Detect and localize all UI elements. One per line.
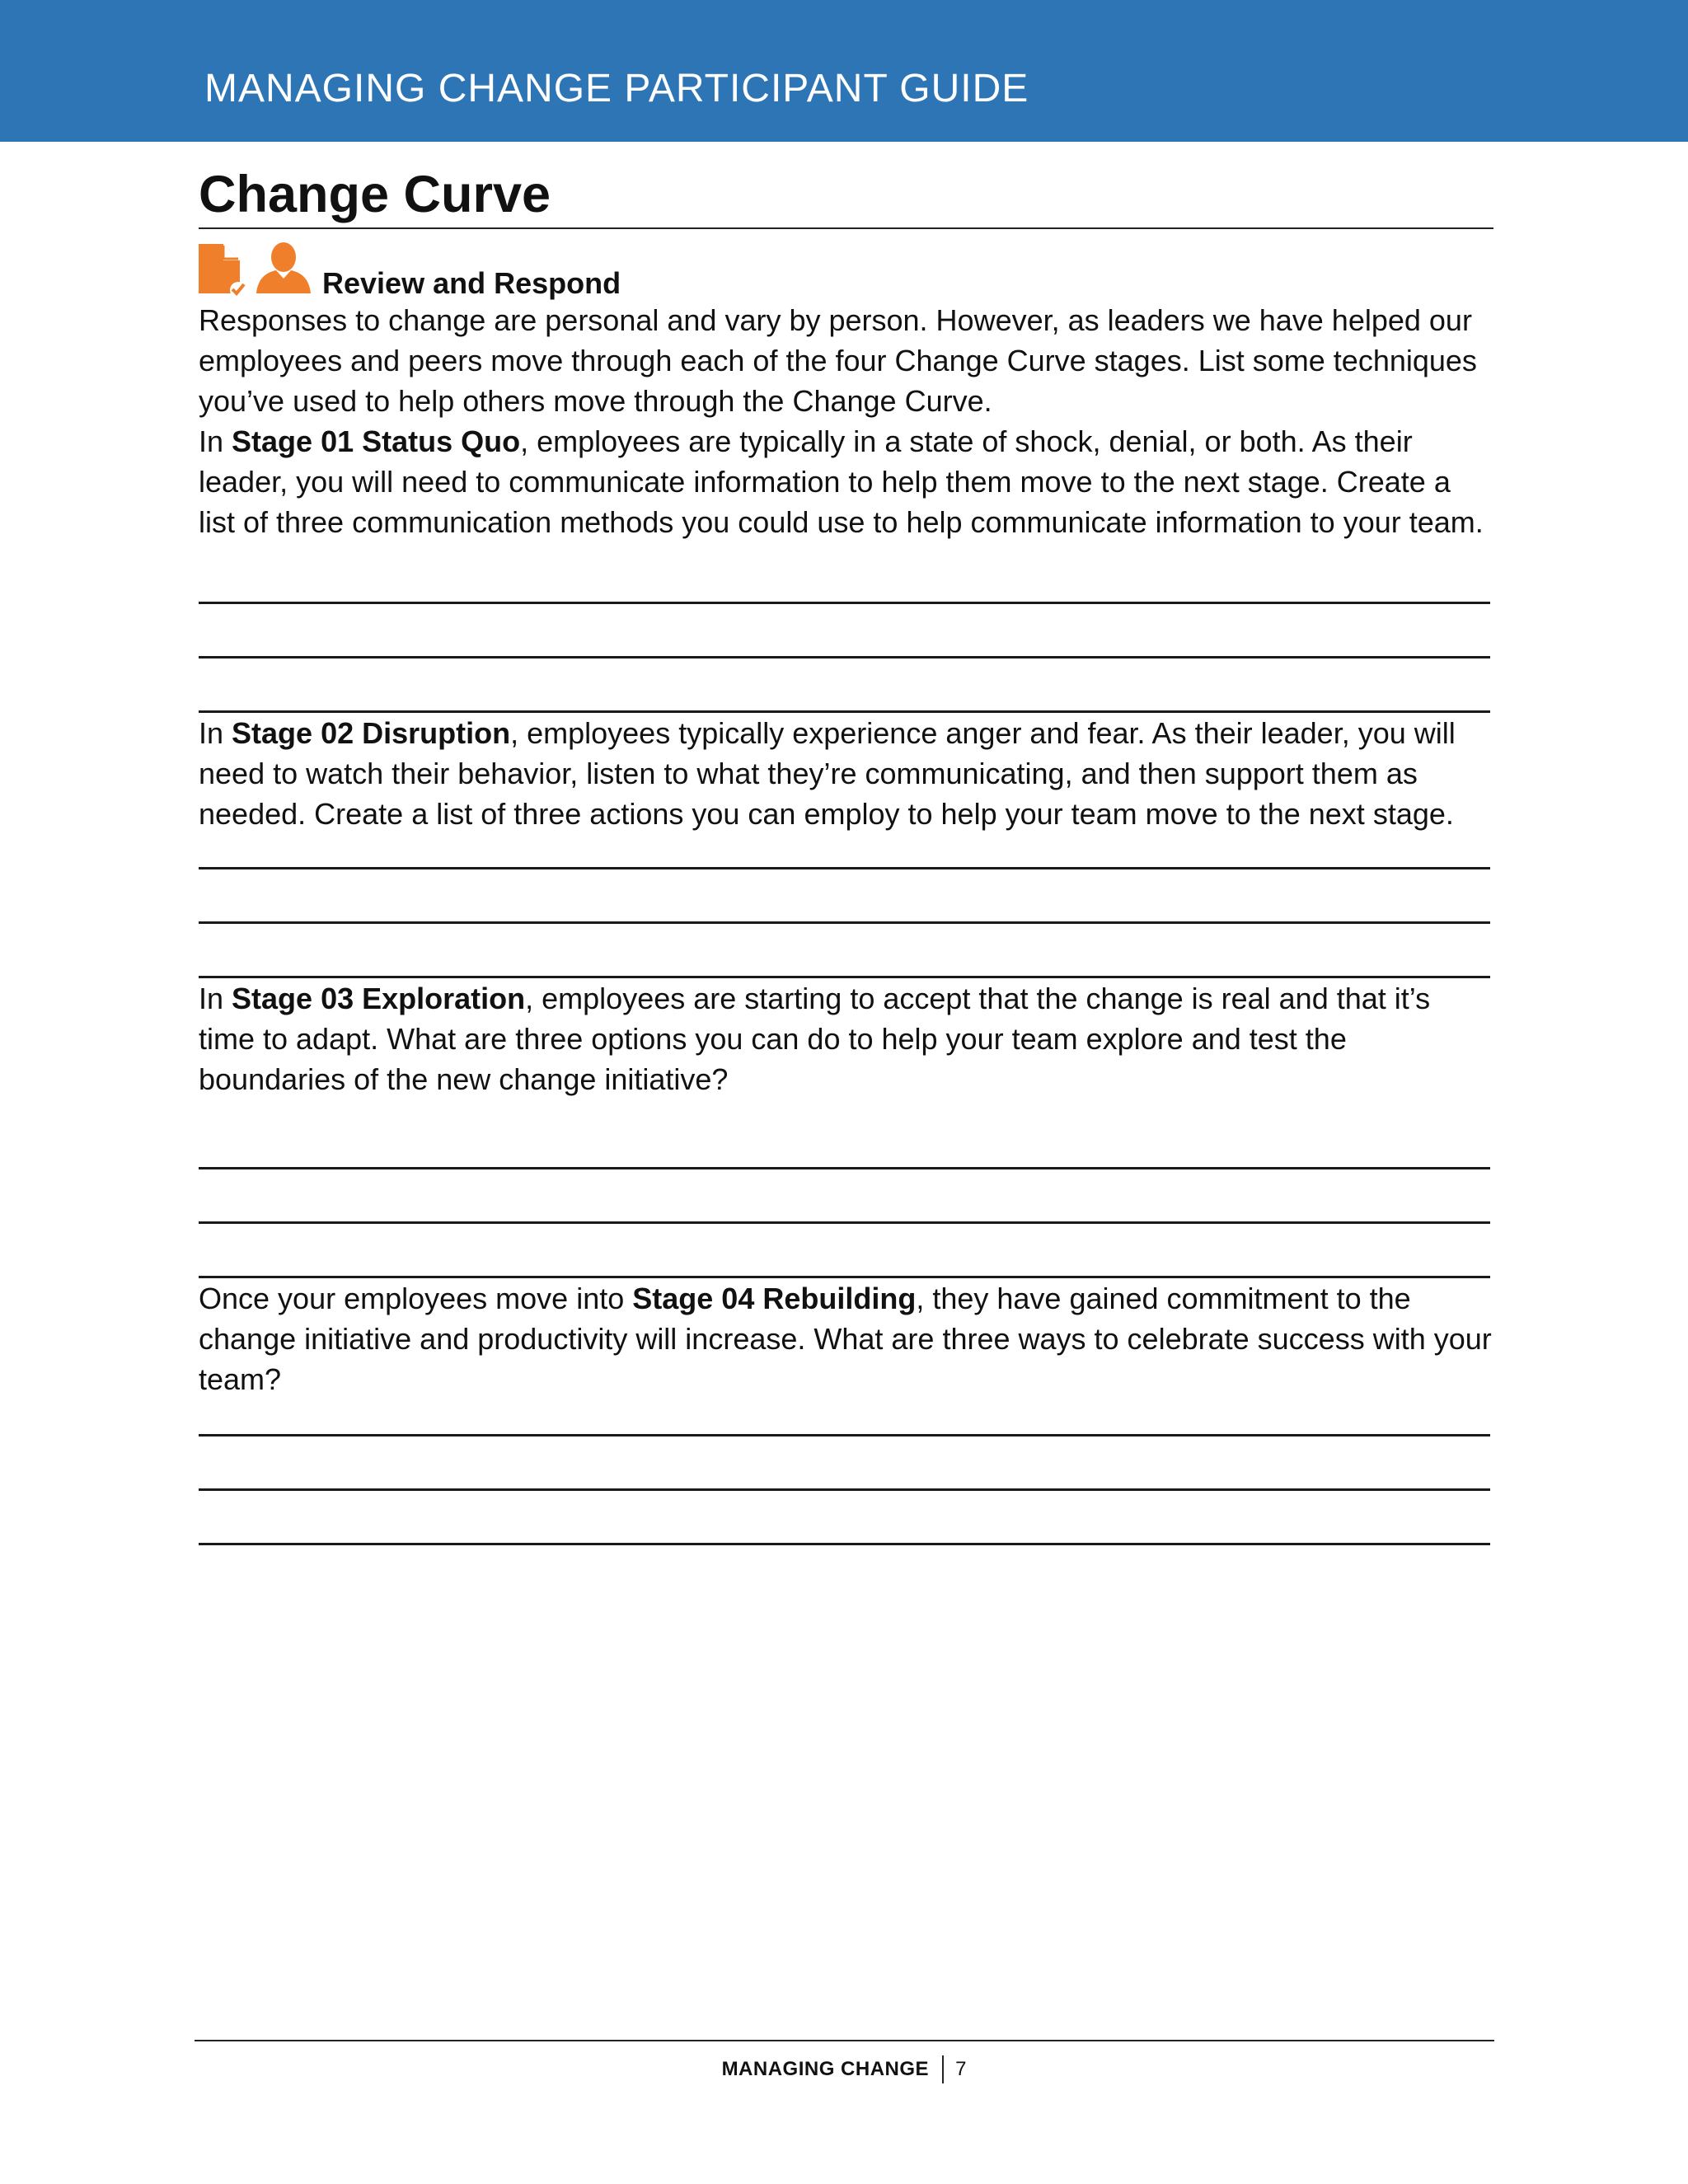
stage-02-answer-lines [199,834,1493,978]
stage-01-answer-lines [199,542,1493,713]
stage-03-name: Stage 03 Exploration [232,982,526,1015]
page-number: 7 [955,2058,967,2080]
answer-line[interactable] [199,604,1490,658]
header-band [0,0,1688,142]
person-icon [255,241,312,300]
stage-01-paragraph: In Stage 01 Status Quo, employees are typically in a state of shock, denial, or both. As their leader, you will need to communicate information to help them move to the next stage. Create a list of three communication methods you could use to help communicate information to your team. [199,424,1484,539]
title-rule [199,227,1493,229]
answer-line[interactable] [199,1099,1490,1169]
document-check-icon [199,241,246,300]
answer-line[interactable] [199,658,1490,713]
page-footer [0,2055,1688,2083]
answer-line[interactable] [199,1436,1490,1491]
footer-label: MANAGING CHANGE [721,2058,930,2080]
header-title: MANAGING CHANGE PARTICIPANT GUIDE [204,67,1029,110]
stage-03-answer-lines [199,1099,1493,1278]
stage-03-paragraph: In Stage 03 Exploration, employees are starting to accept that the change is real and that it’s time to adapt. What are three options you can do to help your team explore and test the boundaries of the new change initiative? [199,982,1431,1096]
section-label: Review and Respond [322,266,621,300]
stage-02-paragraph: In Stage 02 Disruption, employees typically experience anger and fear. As their leader, you will need to watch their behavior, listen to what they’re communicating, and then support them as needed. Create a list of three actions you can employ to help your team move to the next stage. [199,716,1456,831]
stage-01-name: Stage 01 Status Quo [232,424,521,458]
answer-line[interactable] [199,542,1490,604]
stage-04-name: Stage 04 Rebuilding [632,1282,917,1315]
intro-paragraph: Responses to change are personal and vary by person. However, as leaders we have helped our employees and peers move through each of the four Change Curve stages. List some techniques you’ve used to help others move through the Change Curve. [199,303,1477,418]
answer-line[interactable] [199,1399,1490,1436]
page-title: Change Curve [199,166,551,223]
stage-04-answer-lines [199,1399,1493,1545]
answer-line[interactable] [199,834,1490,869]
answer-line[interactable] [199,1491,1490,1545]
footer-rule [195,2040,1494,2041]
page-content [199,162,1493,1545]
section-heading [199,241,1493,300]
answer-line[interactable] [199,924,1490,978]
answer-line[interactable] [199,869,1490,924]
stage-04-paragraph: Once your employees move into Stage 04 Rebuilding, they have gained commitment to the change initiative and productivity will increase. What are three ways to celebrate success with your team? [199,1282,1492,1396]
answer-line[interactable] [199,1224,1490,1278]
stage-02-name: Stage 02 Disruption [232,716,511,750]
answer-line[interactable] [199,1169,1490,1224]
footer-separator [942,2055,944,2083]
